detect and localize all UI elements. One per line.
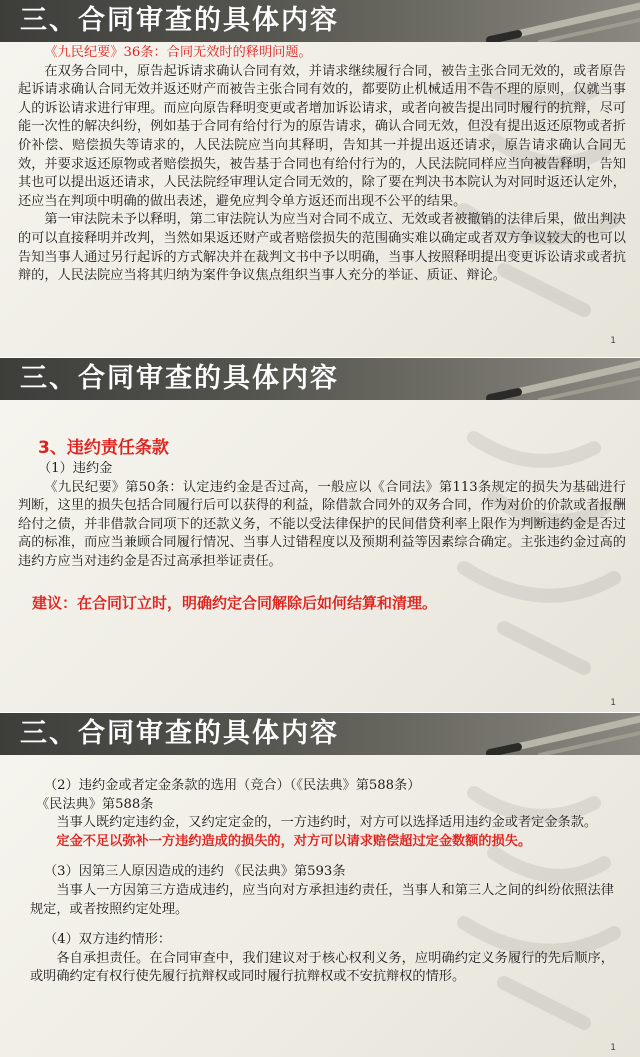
slide-3-body	[30, 777, 614, 987]
slide-2-heading: 3、违约责任条款	[38, 438, 169, 458]
slide-header	[0, 358, 640, 400]
brush-pen-icon	[400, 713, 640, 755]
slide-2-para-1: 《九民纪要》第50条：认定违约金是否过高，一般应以《合同法》第113条规定的损失为基础进行判断，这里的损失包括合同履行后可以获得的利益，除借款合同外的双务合同，作为对价的价款或者报酬给付之债，并非借款合同项下的还款义务，不能以受法律保护的民间借贷利率上限作为判断违约金是否过高的标准，而应当兼顾合同履行情况、当事人过错程度以及预期利益等因素综合确定。主张违约金过高的违约方应当对违约金是否过高承担举证责任。	[18, 479, 626, 569]
slide-1	[0, 0, 640, 358]
page-number: 1	[610, 1043, 616, 1053]
item-2-red-para: 定金不足以弥补一方违约造成的损失的，对方可以请求赔偿超过定金数额的损失。	[56, 833, 532, 849]
item-4-heading: （4）双方违约情形：	[44, 932, 172, 948]
slide-1-heading: 《九民纪要》36条：合同无效时的释明问题。	[44, 45, 312, 60]
slide-title: 三、合同审查的具体内容	[20, 5, 339, 36]
slide-3	[0, 713, 640, 1057]
slide-2-body	[18, 436, 626, 614]
item-2-heading: （2）违约金或者定金条款的选用（竞合）（《民法典》第588条）	[44, 778, 421, 793]
slide-header	[0, 0, 640, 42]
slide-2	[0, 358, 640, 713]
slide-title: 三、合同审查的具体内容	[20, 718, 339, 749]
page-number: 1	[610, 336, 616, 346]
slide-2-subheading: （1）违约金	[38, 461, 113, 476]
item-3-heading: （3）因第三人原因造成的违约 《民法典》第593条	[44, 864, 346, 880]
slide-2-advice: 建议：在合同订立时，明确约定合同解除后如何结算和清理。	[32, 593, 438, 612]
page-number: 1	[610, 698, 616, 708]
brush-pen-icon	[400, 0, 640, 42]
slide-title: 三、合同审查的具体内容	[20, 363, 339, 394]
brush-pen-icon	[400, 358, 640, 400]
slide-1-para-2: 第一审法院未予以释明，第二审法院认为应当对合同不成立、无效或者被撤销的法律后果，做出判决的可以直接释明并改判，当然如果返还财产或者赔偿损失的范围确实难以确定或者双方争议较大的也可以告知当事人通过另行起诉的方式解决并在裁判文书中予以明确，当事人按照释明提出变更诉讼请求或者抗辩的，人民法院应当将其归纳为案件争议焦点组织当事人充分的举证、质证、辩论。	[18, 212, 626, 284]
item-3-para: 当事人一方因第三方造成违约，应当向对方承担违约责任，当事人和第三人之间的纠纷依照法律规定，或者按照约定处理。	[30, 882, 614, 917]
slide-1-body	[18, 44, 626, 286]
item-2-para: 当事人既约定违约金，又约定定金的，一方违约时，对方可以选择适用违约金或者定金条款。	[56, 815, 598, 831]
slide-header	[0, 713, 640, 755]
item-4-para: 各自承担责任。在合同审查中，我们建议对于核心权利义务，应明确约定义务履行的先后顺序，或明确约定有权行使先履行抗辩权或同时履行抗辩权或不安抗辩权的情形。	[30, 950, 614, 985]
slide-1-para-1: 在双务合同中，原告起诉请求确认合同有效，并请求继续履行合同，被告主张合同无效的，或者原告起诉请求确认合同无效并返还财产而被告主张合同有效的，都要防止机械适用不告不理的原则，仅就当事人的诉讼请求进行审理。而应向原告释明变更或者增加诉讼请求，或者向被告提出同时履行的抗辩，尽可能一次性的解决纠纷，例如基于合同有给付行为的原告请求，确认合同无效，但没有提出返还原物或者折价补偿、赔偿损失等请求的，人民法院应当向其释明，告知其一并提出返还请求，原告请求确认合同无效，并要求返还原物或者赔偿损失，被告基于合同也有给付行为的，人民法院同样应当向被告释明，告知其也可以提出返还请求，人民法院经审理认定合同无效的，除了要在判决书本院认为对同时返还认定外，还应当在判项中明确的做出表述，避免应判令单方返还而出现不公平的结果。	[18, 63, 626, 209]
item-2-reference: 《民法典》第588条	[36, 796, 154, 812]
